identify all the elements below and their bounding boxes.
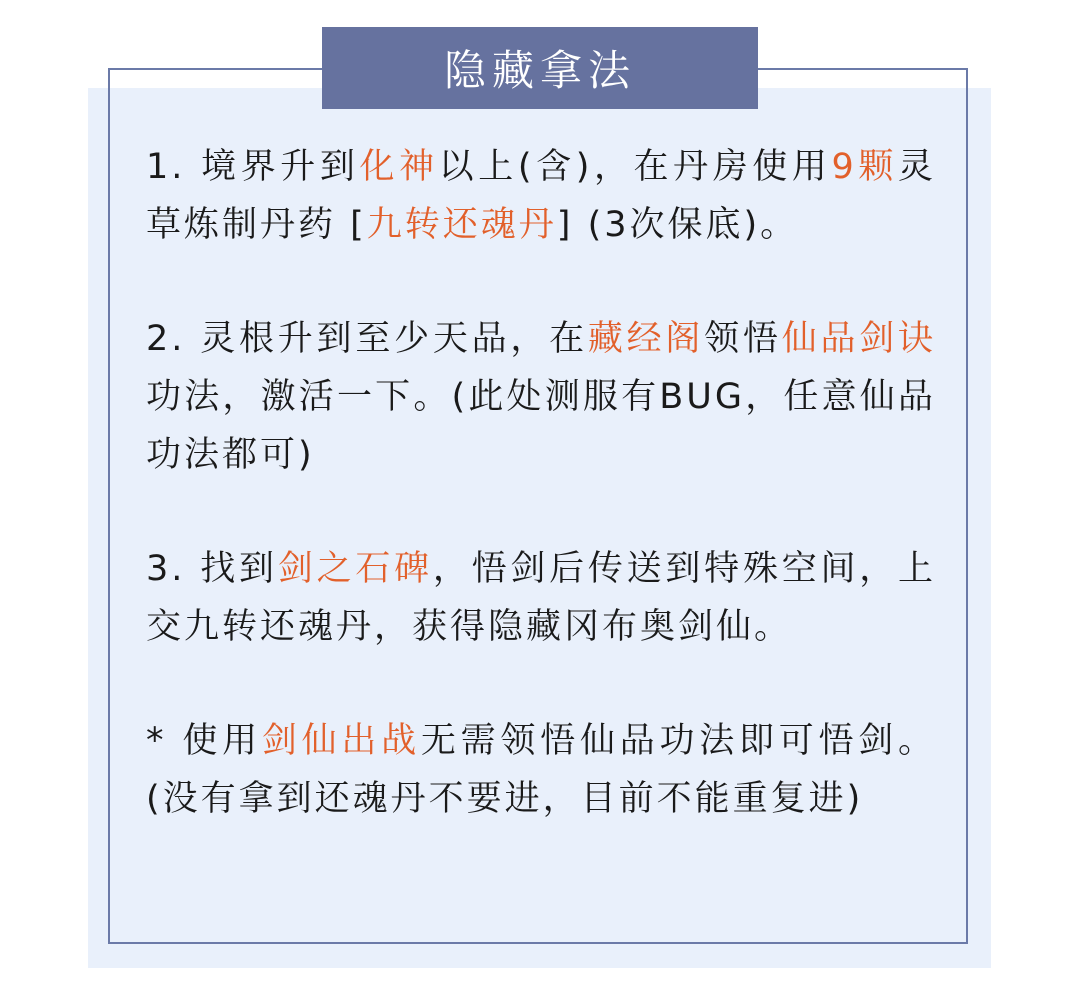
highlight-segment: 仙品剑诀 [781,319,936,359]
text-segment: 功法，激活一下。(此处测服有BUG，任意仙品功法都可) [146,377,936,475]
paragraph-1 [146,138,936,254]
highlight-segment: 化神 [359,147,439,187]
paragraph-2 [146,310,936,484]
paragraph-note [146,712,936,828]
title-text: 隐藏拿法 [443,46,636,95]
text-segment: * 使用 [146,721,262,761]
highlight-segment: 剑之石碑 [277,549,433,589]
text-segment: 2. 灵根升到至少天品，在 [146,319,588,359]
text-segment: 领悟 [704,319,782,359]
highlight-segment: 剑仙出战 [261,721,421,761]
text-segment: 无需领悟仙品功法即可悟剑。(没有拿到还魂丹不要进，目前不能重复进) [146,721,936,819]
text-segment: 灵草炼制丹药 [ [146,147,936,245]
highlight-segment: 九转还魂丹 [366,205,557,245]
text-segment: 3. 找到 [146,549,278,589]
text-segment: ，悟剑后传送到特殊空间，上交九转还魂丹，获得隐藏冈布奥剑仙。 [146,549,936,647]
highlight-segment: 9颗 [831,147,898,187]
text-segment: 1. 境界升到 [146,147,360,187]
instructions [146,138,936,828]
highlight-segment: 藏经阁 [587,319,705,359]
text-segment: 以上(含)，在丹房使用 [438,147,832,187]
paragraph-3 [146,540,936,656]
title-tab [322,27,758,109]
text-segment: ] (3次保底)。 [556,205,799,245]
